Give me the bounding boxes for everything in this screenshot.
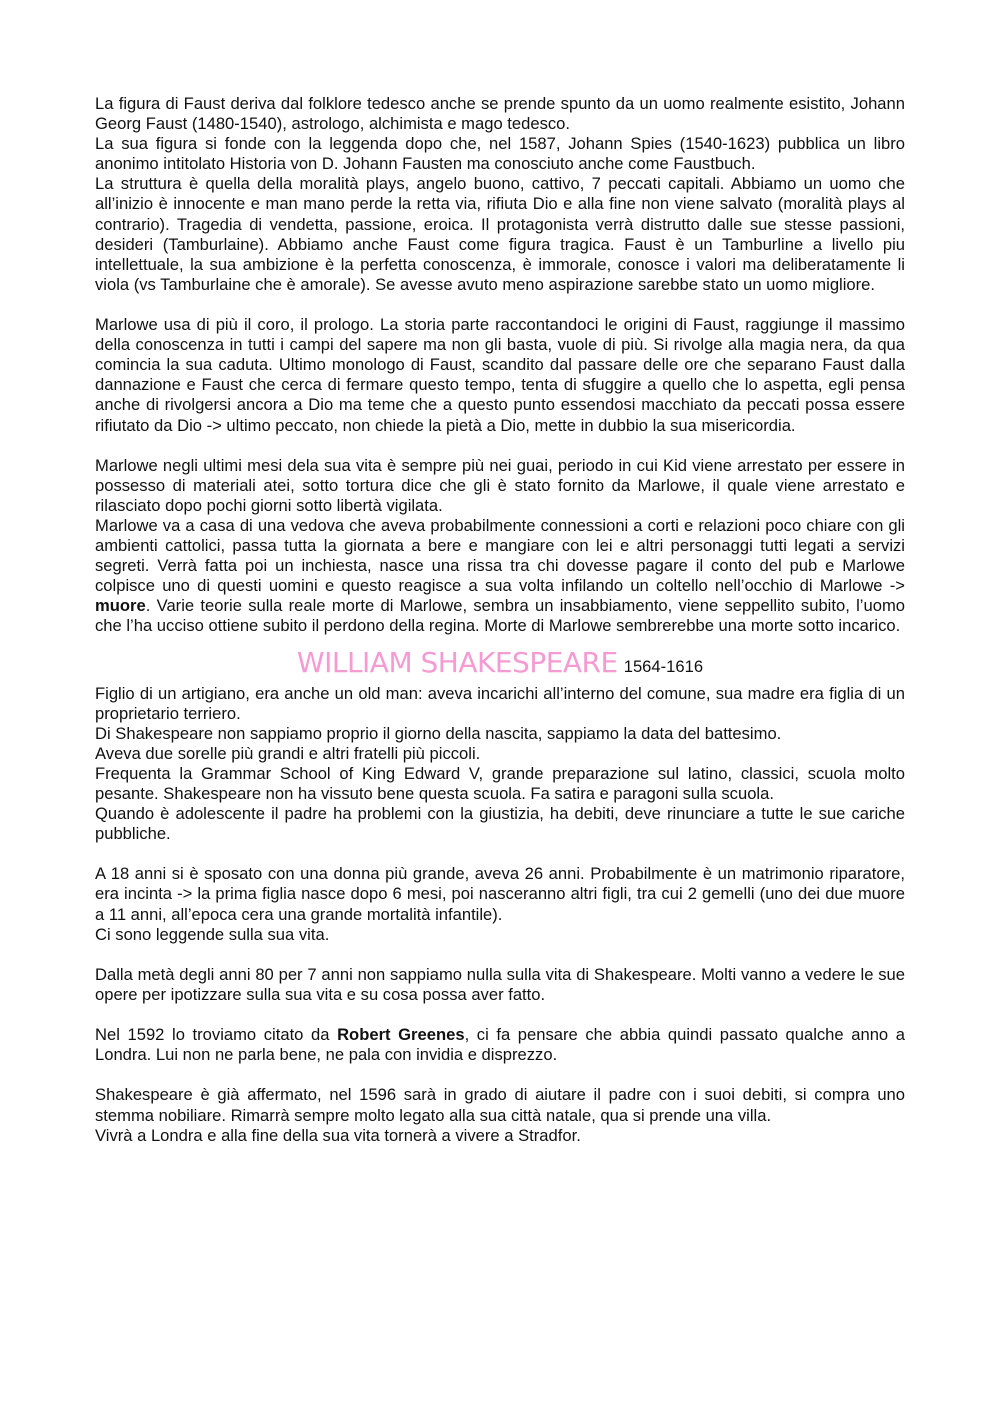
faust-structure-paragraph: La struttura è quella della moralità plays, angelo buono, cattivo, 7 peccati capitali. Abbiamo un uomo che all’inizio è innocente e man mano perde la retta via, rifiuta Dio e alla fine non viene salvato (moralità plays al contrario). Tragedia di vendetta, passione, eroica. Il protagonista verrà distrutto dalle sue stesse passioni, desideri (Tamburlaine). Abbiamo anche Faust come figura tragica. Faust è un Tamburline a livello piu intellettuale, la sua ambizione è la perfetta conoscenza, è immorale, conosce i valori ma deliberatamente li viola (vs Tamburlaine che è amorale). Se avesse avuto meno aspirazione sarebbe stato un uomo migliore.: [95, 174, 905, 294]
shakespeare-greenes-text-end: , ci fa pensare che abbia quindi passato qualche anno a Londra. Lui non ne parla bene, ne pala con invidia e disprezzo.: [95, 1025, 905, 1065]
paragraph-gap: [95, 1065, 905, 1085]
document-page: [95, 94, 905, 1146]
paragraph-gap: [95, 844, 905, 864]
paragraph-gap: [95, 295, 905, 315]
shakespeare-lost-years-paragraph: Dalla metà degli anni 80 per 7 anni non sappiamo nulla sulla vita di Shakespeare. Molti vanno a vedere le sue opere per ipotizzare sulla sua vita e su cosa possa aver fatto.: [95, 964, 905, 1004]
marlowe-death-text-start: Marlowe va a casa di una vedova che aveva probabilmente connessioni a corti e relazioni poco chiare con gli ambienti cattolici, passa tutta la giornata a bere e mangiare con lei e altri personaggi tutti legati a servizi segreti. Verrà fatta poi un inchiesta, nasce una rissa tra chi dovesse pagare il conto del pub e Marlowe colpisce uno di questi uomini e questo reagisce a sua volta infilando un coltello nell’occhio di Marlowe ->: [95, 515, 905, 596]
section-heading-dates: 1564-1616: [623, 656, 704, 676]
shakespeare-established-paragraph: Shakespeare è già affermato, nel 1596 sarà in grado di aiutare il padre con i suoi debiti, si compra uno stemma nobiliare. Rimarrà sempre molto legato alla sua città natale, qua si prende una villa.: [95, 1085, 905, 1125]
shakespeare-father-paragraph: Quando è adolescente il padre ha problemi con la giustizia, ha debiti, deve rinunciare a tutte le sue cariche pubbliche.: [95, 804, 905, 844]
marlowe-death-paragraph: [95, 516, 905, 637]
shakespeare-legends-paragraph: Ci sono leggende sulla sua vita.: [95, 924, 330, 944]
paragraph-gap: [95, 436, 905, 456]
section-heading-title: WILLIAM SHAKESPEARE: [296, 645, 618, 679]
marlowe-death-bold-word: muore: [95, 596, 146, 616]
paragraph-gap: [95, 1005, 905, 1025]
paragraph-gap: [95, 945, 905, 965]
shakespeare-school-paragraph: Frequenta la Grammar School of King Edward V, grande preparazione sul latino, classici, scuola molto pesante. Shakespeare non ha vissuto bene questa scuola. Fa satira e paragoni sulla scuola.: [95, 763, 905, 803]
faust-chorus-paragraph: Marlowe usa di più il coro, il prologo. La storia parte raccontandoci le origini di Faust, raggiunge il massimo della conoscenza in tutti i campi del sapere ma non gli basta, vuole di più. Si rivolge alla magia nera, da qua comincia la sua caduta. Ultimo monologo di Faust, scandito dal passare delle ore che separano Faust dalla dannazione e Faust che cerca di fermare questo tempo, tenta di sfuggire a quello che lo aspetta, egli pensa anche di rivolgersi ancora a Dio ma teme che a questo punto essendosi macchiato da peccati possa essere rifiutato da Dio -> ultimo peccato, non chiede la pietà a Dio, mette in dubbio la sua misericordia.: [95, 315, 905, 435]
faust-origin-paragraph: La figura di Faust deriva dal folklore tedesco anche se prende spunto da un uomo realmente esistito, Johann Georg Faust (1480-1540), astrologo, alchimista e mago tedesco.: [95, 94, 905, 134]
shakespeare-greenes-text-start: Nel 1592 lo troviamo citato da: [95, 1025, 338, 1045]
shakespeare-greenes-paragraph: [95, 1025, 905, 1065]
shakespeare-family-paragraph: Figlio di un artigiano, era anche un old man: aveva incarichi all’interno del comune, sua madre era figlia di un proprietario terriero.: [95, 683, 905, 723]
marlowe-last-months-paragraph: Marlowe negli ultimi mesi dela sua vita è sempre più nei guai, periodo in cui Kid viene arrestato per essere in possesso di materiali atei, sotto tortura dice che gli è stato fornito da Marlowe, il quale viene arrestato e rilasciato dopo pochi giorni sotto libertà vigilata.: [95, 455, 905, 515]
shakespeare-greenes-bold-name: Robert Greenes: [337, 1025, 465, 1045]
section-heading: [95, 643, 905, 683]
shakespeare-london-paragraph: Vivrà a Londra e alla fine della sua vita tornerà a vivere a Stradfor.: [95, 1125, 581, 1145]
shakespeare-marriage-paragraph: A 18 anni si è sposato con una donna più grande, aveva 26 anni. Probabilmente è un matrimonio riparatore, era incinta -> la prima figlia nasce dopo 6 mesi, poi nasceranno altri figli, tra cui 2 gemelli (uno dei due muore a 11 anni, all’epoca cera una grande mortalità infantile).: [95, 864, 905, 924]
shakespeare-siblings-paragraph: Aveva due sorelle più grandi e altri fratelli più piccoli.: [95, 743, 481, 763]
marlowe-death-text-end: . Varie teorie sulla reale morte di Marlowe, sembra un insabbiamento, viene seppellito subito, l’uomo che l’ha ucciso ottiene subito il perdono della regina. Morte di Marlowe sembrerebbe una morte sotto incarico.: [95, 596, 905, 636]
shakespeare-birth-paragraph: Di Shakespeare non sappiamo proprio il giorno della nascita, sappiamo la data del battesimo.: [95, 723, 782, 743]
faust-legend-paragraph: La sua figura si fonde con la leggenda dopo che, nel 1587, Johann Spies (1540-1623) pubblica un libro anonimo intitolato Historia von D. Johann Fausten ma conosciuto anche come Faustbuch.: [95, 134, 905, 174]
